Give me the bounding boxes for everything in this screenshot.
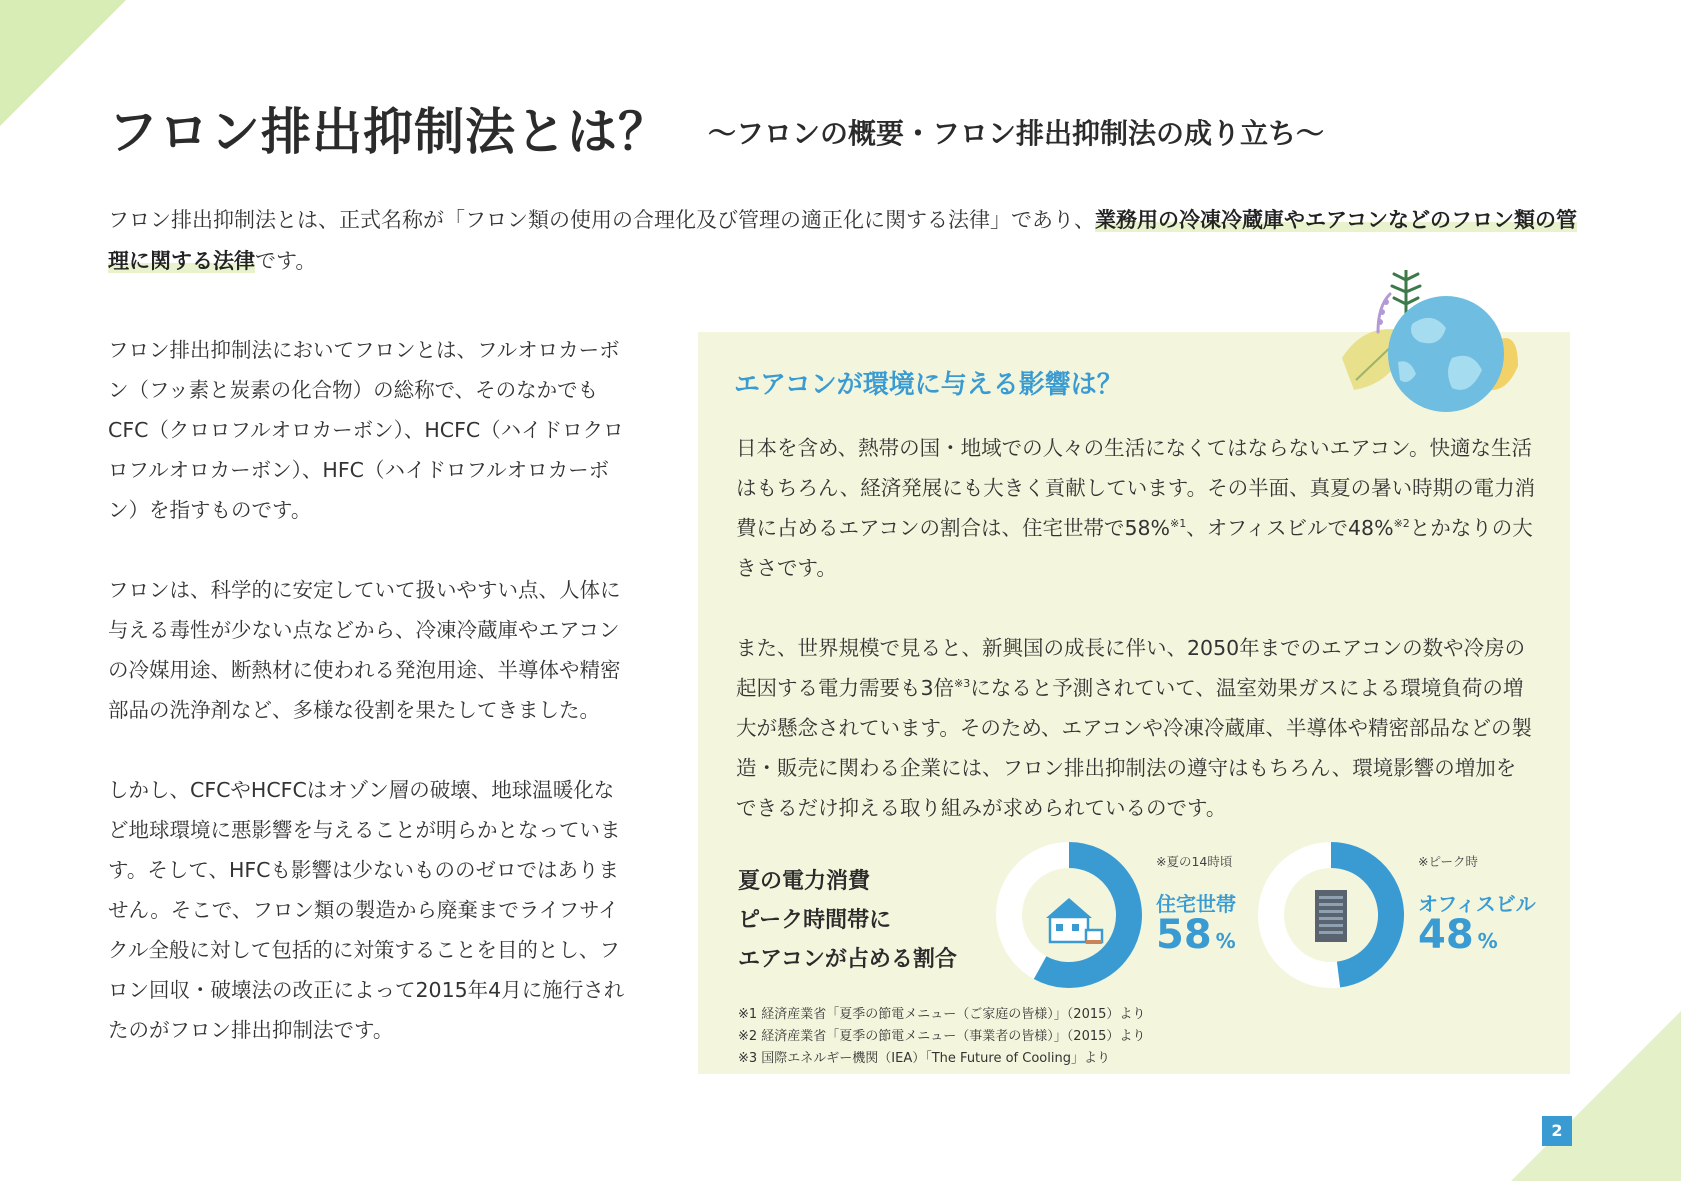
left-paragraph-3: しかし、CFCやHCFCはオゾン層の破壊、地球温暖化など地球環境に悪影響を与えることが明らかとなっています。そして、HFCも影響は少ないもののゼロではありません。そこで、フロン類の製造から廃棄までライフサイクル全般に対して包括的に対策することを目的とし、フロン回収・破壊法の改正によって2015年4月に施行されたのがフロン排出抑制法です。	[108, 778, 625, 1042]
page-number: 2	[1542, 1116, 1572, 1146]
left-column	[108, 330, 628, 1090]
left-paragraph-2: フロンは、科学的に安定していて扱いやすい点、人体に与える毒性が少ない点などから、冷凍冷蔵庫やエアコンの冷媒用途、断熱材に使われる発泡用途、半導体や精密部品の洗浄剤など、多様な役割を果たしてきました。	[108, 578, 621, 722]
panel-text: とかなりの大きさです。	[736, 516, 1533, 580]
donut-category-office: オフィスビル	[1418, 892, 1536, 916]
graph-label-line: 夏の電力消費	[738, 869, 871, 894]
left-paragraph-1: フロン排出抑制法においてフロンとは、フルオロカーボン（フッ素と炭素の化合物）の総称で、そのなかでもCFC（クロロフルオロカーボン）、HCFC（ハイドロクロロフルオロカーボン）、HFC（ハイドロフルオロカーボン）を指すものです。	[108, 338, 624, 522]
page-title: フロン排出抑制法とは？	[108, 103, 669, 161]
footnote: ※2 経済産業省「夏季の節電メニュー（事業者の皆様）」（2015）より	[738, 1029, 1146, 1044]
donut-value-unit: %	[1477, 929, 1498, 953]
donut-value-unit: %	[1215, 929, 1236, 953]
panel-paragraph-2	[736, 628, 1536, 828]
intro-text: フロン排出抑制法とは、正式名称が「フロン類の使用の合理化及び管理の適正化に関する法律」であり、	[108, 208, 1095, 232]
donut-value-number: 58	[1156, 912, 1212, 958]
lavender-bud-icon	[1379, 309, 1385, 315]
footnote: ※1 経済産業省「夏季の節電メニュー（ご家庭の皆様）」（2015）より	[738, 1007, 1146, 1022]
panel-text: 、オフィスビルで48%	[1186, 516, 1394, 540]
office-building-icon	[1315, 890, 1347, 942]
donut-chart-household	[994, 840, 1144, 990]
donut-chart-office	[1256, 840, 1406, 990]
graph-label	[738, 862, 957, 979]
intro-highlight: 業務用の冷凍冷蔵庫やエアコンなどのフロン類の管理に関する法律	[108, 208, 1577, 273]
donut-value-number: 48	[1418, 912, 1474, 958]
panel-text: また、世界規模で見ると、新興国の成長に伴い、2050年までのエアコンの数や冷房の起因する電力需要も3倍	[736, 636, 1526, 700]
house-icon	[1046, 898, 1102, 944]
panel-text: 日本を含め、熱帯の国・地域での人々の生活になくてはならないエアコン。快適な生活はもちろん、経済発展にも大きく貢献しています。その半面、真夏の暑い時期の電力消費に占めるエアコンの割合は、住宅世帯で58%	[736, 436, 1536, 540]
panel-body	[736, 428, 1536, 868]
globe-icon	[1388, 296, 1504, 412]
panel-title: エアコンが環境に与える影響は？	[734, 370, 1123, 400]
donut-value-household	[1156, 912, 1236, 958]
graph-label-line: エアコンが占める割合	[738, 947, 957, 972]
lavender-bud-icon	[1377, 319, 1383, 325]
footnote: ※3 国際エネルギー機関（IEA）「The Future of Cooling」より	[738, 1051, 1110, 1066]
lavender-bud-icon	[1383, 299, 1389, 305]
donut-note-office: ※ピーク時	[1418, 854, 1478, 869]
donut-category-household: 住宅世帯	[1156, 892, 1236, 916]
donut-note-household: ※夏の14時頃	[1156, 854, 1233, 869]
panel-paragraph-1	[736, 428, 1536, 588]
footnotes	[738, 1004, 1145, 1070]
donut-value-office	[1418, 912, 1498, 958]
footnote-ref: ※3	[954, 677, 971, 691]
intro-text-end: です。	[255, 249, 317, 273]
globe-plants-illustration	[1334, 262, 1524, 424]
page-subtitle: 〜フロンの概要・フロン排出抑制法の成り立ち〜	[708, 117, 1325, 150]
graph-label-line: ピーク時間帯に	[738, 908, 892, 933]
footnote-ref: ※2	[1393, 517, 1410, 531]
footnote-ref: ※1	[1170, 517, 1187, 531]
panel-text: になると予測されていて、温室効果ガスによる環境負荷の増大が懸念されています。そのため、エアコンや冷凍冷蔵庫、半導体や精密部品などの製造・販売に関わる企業には、フロン排出抑制法の遵守はもちろん、環境影響の増加をできるだけ抑える取り組みが求められているのです。	[736, 676, 1533, 820]
